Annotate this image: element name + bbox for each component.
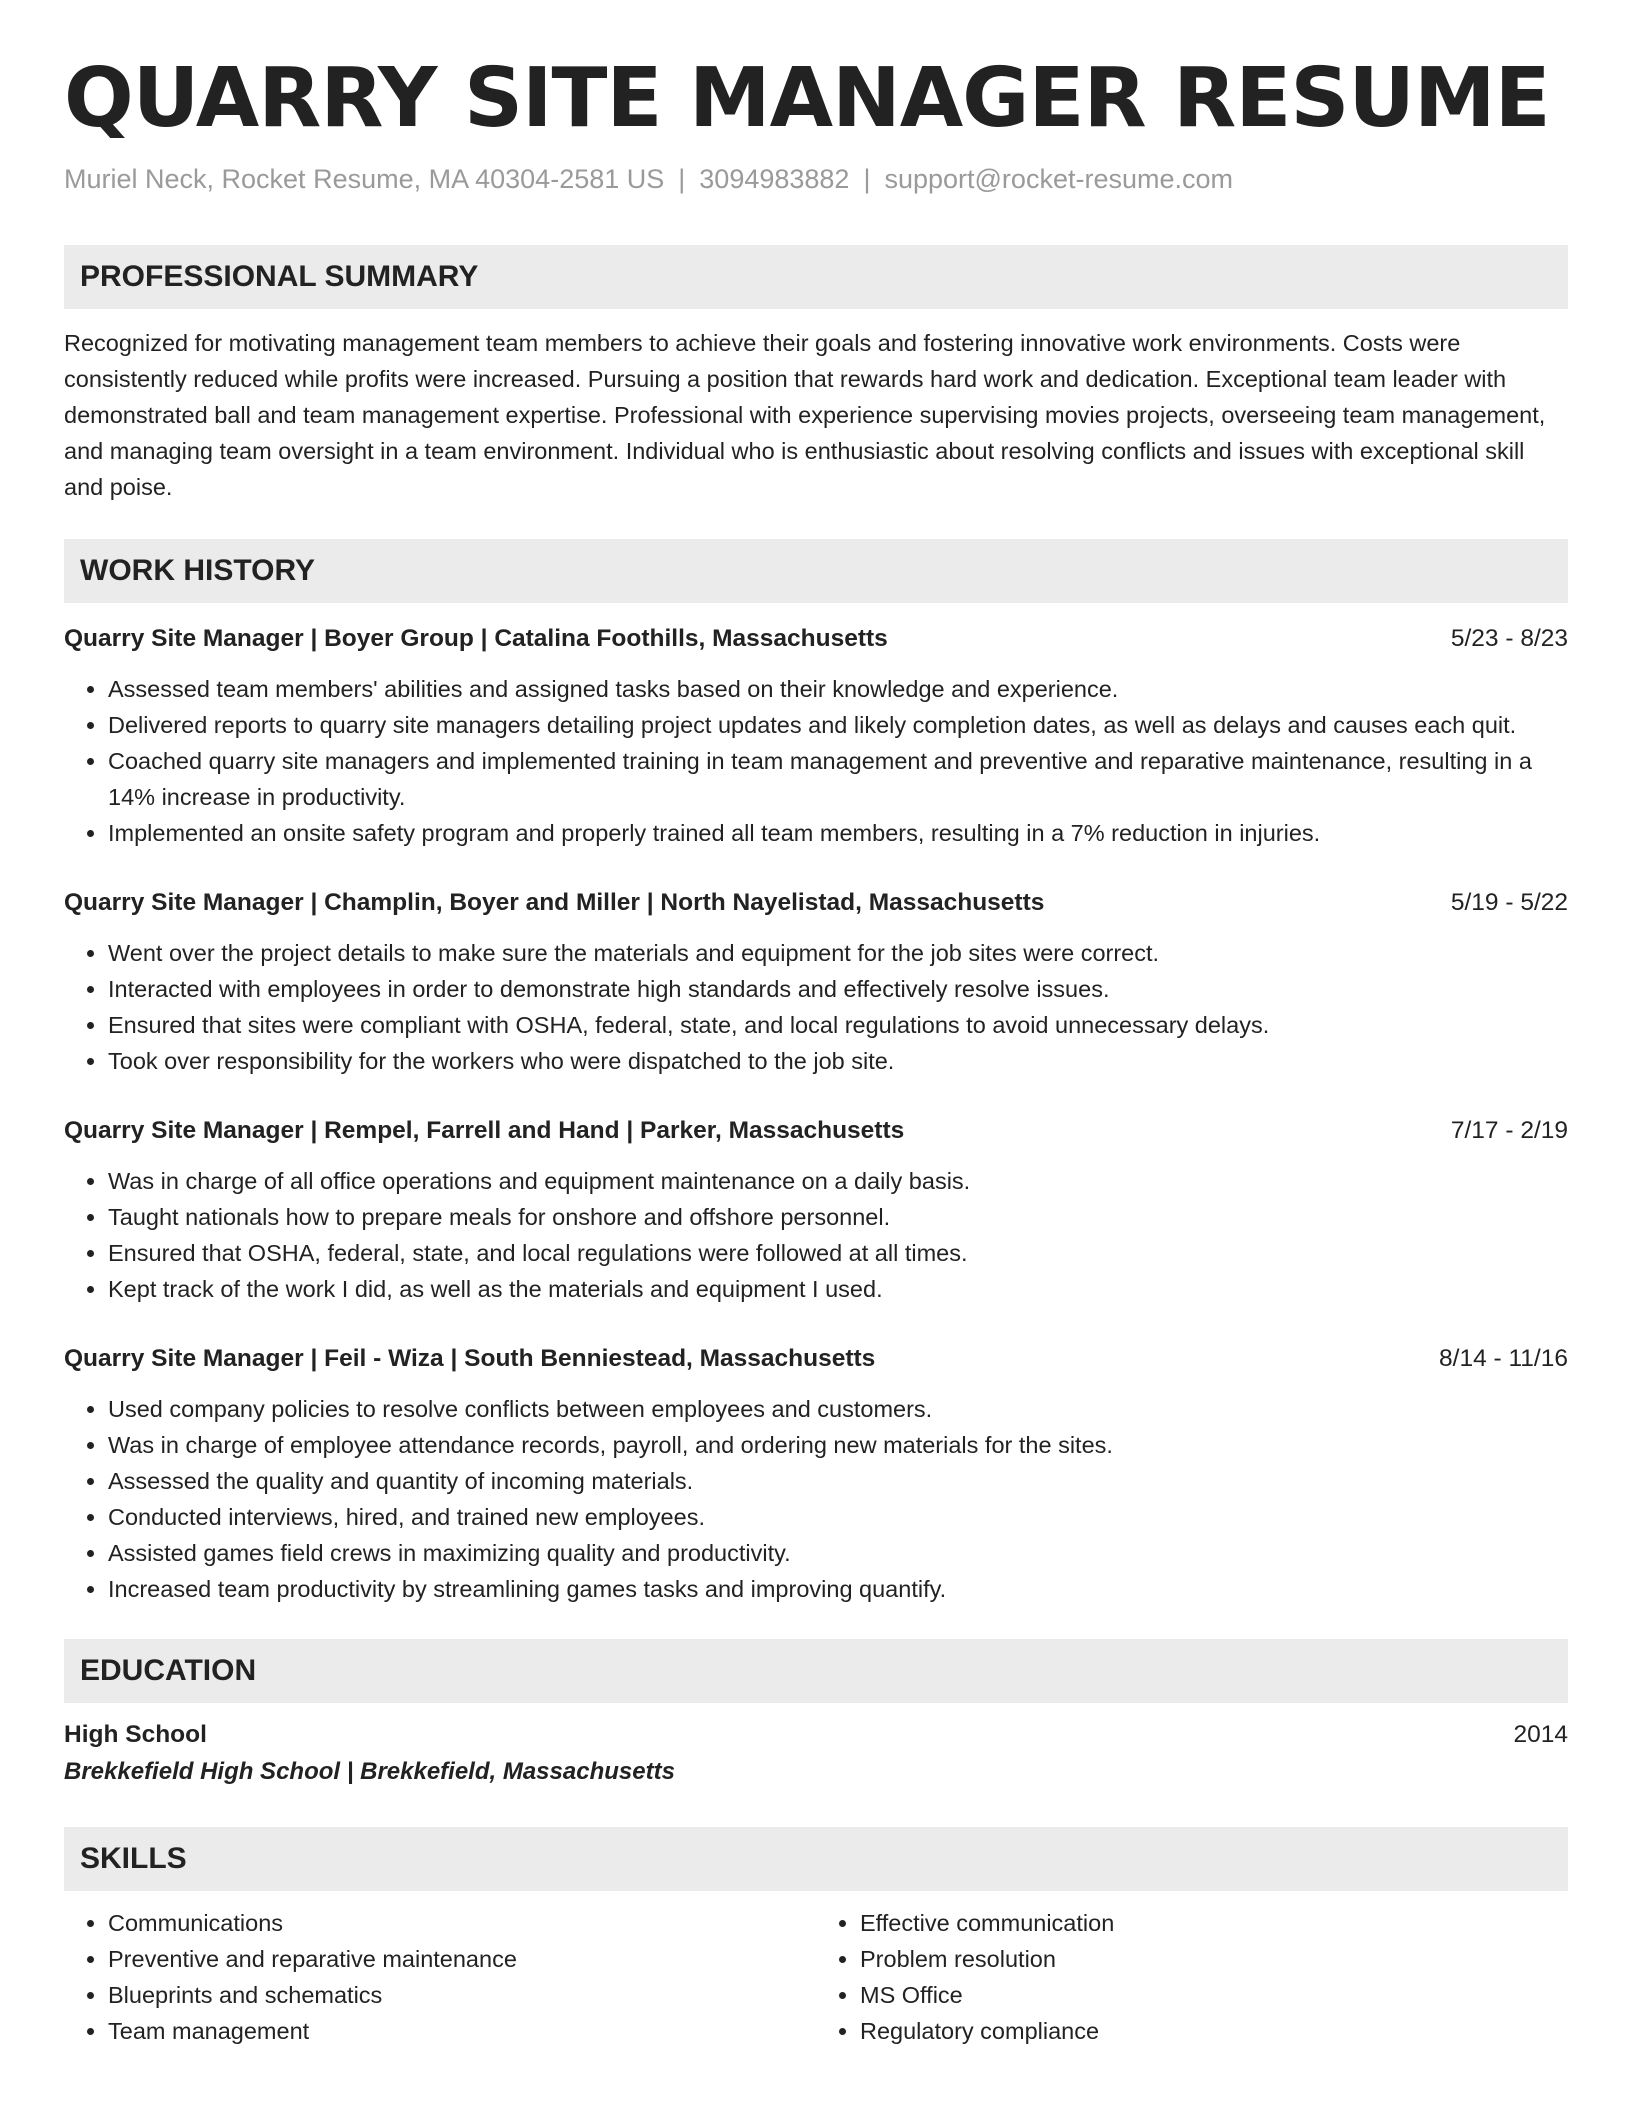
- education-entry: [64, 1717, 1568, 1791]
- work-history-section: [64, 539, 1568, 1607]
- summary-section: [64, 245, 1568, 505]
- skills-list: [64, 1905, 816, 2049]
- job-entry: [64, 621, 1568, 851]
- job-bullets: [64, 1391, 1568, 1607]
- contact-separator: |: [863, 164, 871, 195]
- list-item: • Conducted interviews, hired, and trained new employees.: [108, 1499, 1568, 1535]
- job-dates: 8/14 - 11/16: [1439, 1345, 1568, 1373]
- skills-grid: [64, 1905, 1568, 2049]
- contact-separator: |: [678, 164, 686, 195]
- list-item: • Coached quarry site managers and implemented training in team management and preventive and reparative maintenance, resulting in a 14% increase in productivity.: [108, 743, 1568, 815]
- list-item: • Assessed team members' abilities and assigned tasks based on their knowledge and experience.: [108, 671, 1568, 707]
- skill-item: • Regulatory compliance: [860, 2013, 1568, 2049]
- education-heading: EDUCATION: [64, 1639, 1568, 1703]
- skill-item: • Problem resolution: [860, 1941, 1568, 1977]
- list-item: • Assessed the quality and quantity of incoming materials.: [108, 1463, 1568, 1499]
- education-school: Brekkefield High School | Brekkefield, Massachusetts: [64, 1758, 675, 1786]
- skills-section: [64, 1827, 1568, 2049]
- job-title: Quarry Site Manager | Champlin, Boyer and Miller | North Nayelistad, Massachusetts: [64, 889, 1045, 917]
- education-year: 2014: [1513, 1721, 1568, 1749]
- skills-column-right: [816, 1905, 1568, 2049]
- job-bullets: [64, 935, 1568, 1079]
- job-bullets: [64, 671, 1568, 851]
- skill-item: • MS Office: [860, 1977, 1568, 2013]
- skills-column-left: [64, 1905, 816, 2049]
- job-entry: [64, 1113, 1568, 1307]
- job-entry: [64, 885, 1568, 1079]
- skill-item: • Effective communication: [860, 1905, 1568, 1941]
- list-item: • Took over responsibility for the workers who were dispatched to the job site.: [108, 1043, 1568, 1079]
- contact-email: support@rocket-resume.com: [884, 164, 1233, 195]
- job-title: Quarry Site Manager | Rempel, Farrell and Hand | Parker, Massachusetts: [64, 1117, 905, 1145]
- list-item: • Assisted games field crews in maximizing quality and productivity.: [108, 1535, 1568, 1571]
- list-item: • Ensured that sites were compliant with OSHA, federal, state, and local regulations to avoid unnecessary delays.: [108, 1007, 1568, 1043]
- education-section: [64, 1639, 1568, 1791]
- list-item: • Used company policies to resolve conflicts between employees and customers.: [108, 1391, 1568, 1427]
- job-title: Quarry Site Manager | Feil - Wiza | South Benniestead, Massachusetts: [64, 1345, 876, 1373]
- list-item: • Interacted with employees in order to demonstrate high standards and effectively resolve issues.: [108, 971, 1568, 1007]
- summary-heading: PROFESSIONAL SUMMARY: [64, 245, 1568, 309]
- skill-item: • Blueprints and schematics: [108, 1977, 816, 2013]
- skill-item: • Team management: [108, 2013, 816, 2049]
- list-item: • Implemented an onsite safety program and properly trained all team members, resulting in a 7% reduction in injuries.: [108, 815, 1568, 851]
- list-item: • Was in charge of all office operations and equipment maintenance on a daily basis.: [108, 1163, 1568, 1199]
- job-dates: 5/23 - 8/23: [1450, 625, 1568, 653]
- education-degree: High School: [64, 1721, 207, 1749]
- skill-item: • Preventive and reparative maintenance: [108, 1941, 816, 1977]
- job-title: Quarry Site Manager | Boyer Group | Catalina Foothills, Massachusetts: [64, 625, 888, 653]
- skill-item: • Communications: [108, 1905, 816, 1941]
- skills-heading: SKILLS: [64, 1827, 1568, 1891]
- work-history-heading: WORK HISTORY: [64, 539, 1568, 603]
- resume-title: QUARRY SITE MANAGER RESUME: [64, 51, 1550, 146]
- list-item: • Delivered reports to quarry site managers detailing project updates and likely completion dates, as well as delays and causes each quit.: [108, 707, 1568, 743]
- job-entry: [64, 1341, 1568, 1607]
- list-item: • Was in charge of employee attendance records, payroll, and ordering new materials for the sites.: [108, 1427, 1568, 1463]
- contact-address: Muriel Neck, Rocket Resume, MA 40304-2581 US: [64, 164, 665, 195]
- list-item: • Taught nationals how to prepare meals for onshore and offshore personnel.: [108, 1199, 1568, 1235]
- list-item: • Went over the project details to make sure the materials and equipment for the job sites were correct.: [108, 935, 1568, 971]
- list-item: • Increased team productivity by streamlining games tasks and improving quantify.: [108, 1571, 1568, 1607]
- contact-line: [64, 164, 1568, 195]
- skills-list: [816, 1905, 1568, 2049]
- list-item: • Kept track of the work I did, as well as the materials and equipment I used.: [108, 1271, 1568, 1307]
- job-bullets: [64, 1163, 1568, 1307]
- summary-text: Recognized for motivating management team members to achieve their goals and fostering innovative work environments. Costs were consistently reduced while profits were increased. Pursuing a position that rewards hard work and dedication. Exceptional team leader with demonstrated ball and team management expertise. Professional with experience supervising movies projects, overseeing team management, and managing team oversight in a team environment. Individual who is enthusiastic about resolving conflicts and issues with exceptional skill and poise.: [64, 330, 1546, 501]
- job-dates: 7/17 - 2/19: [1450, 1117, 1568, 1145]
- job-dates: 5/19 - 5/22: [1450, 889, 1568, 917]
- contact-phone: 3094983882: [699, 164, 850, 195]
- list-item: • Ensured that OSHA, federal, state, and local regulations were followed at all times.: [108, 1235, 1568, 1271]
